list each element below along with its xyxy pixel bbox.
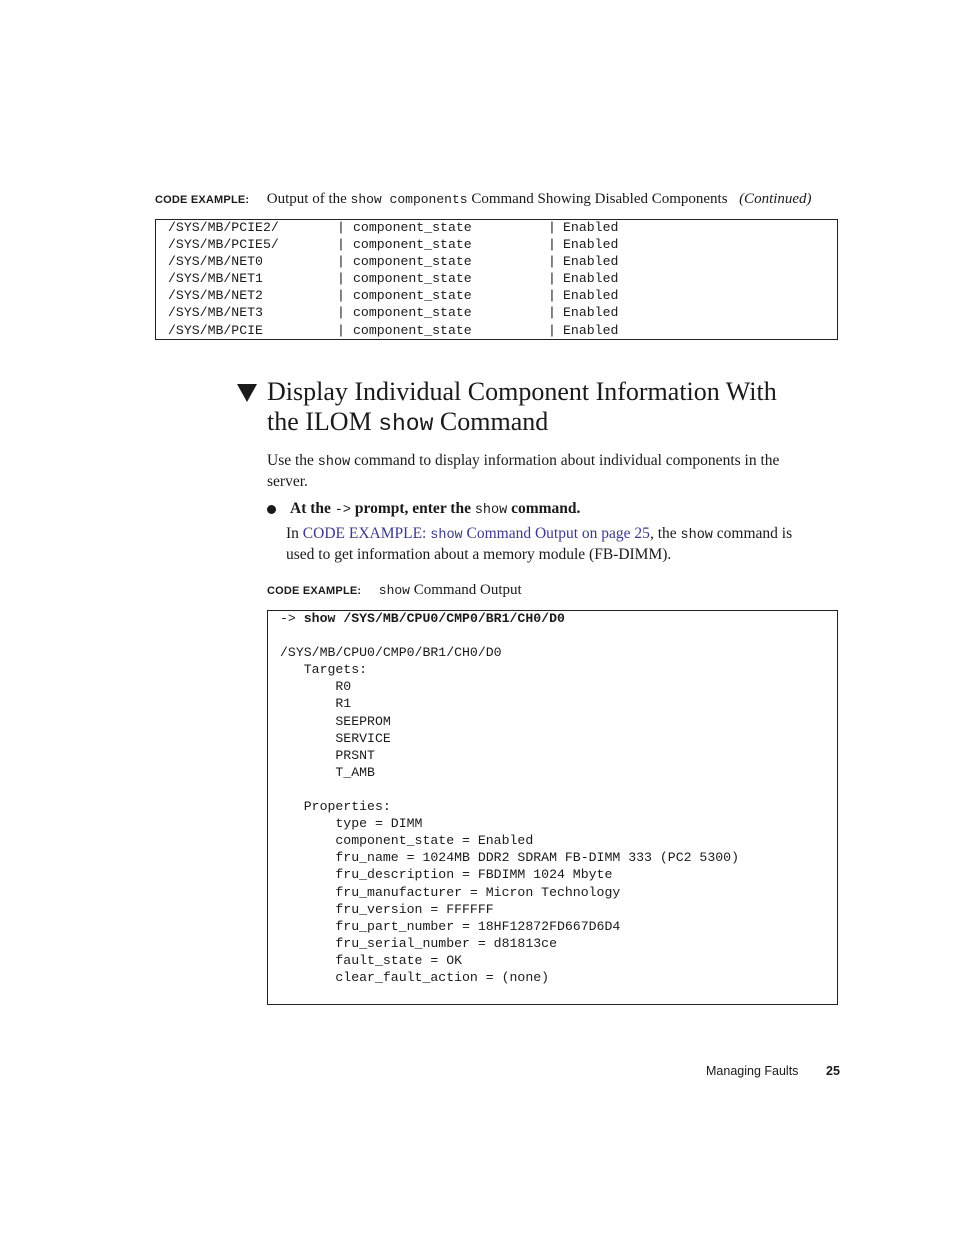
- row-separator: |: [548, 254, 556, 270]
- row-target: /SYS/MB/NET2: [168, 288, 263, 304]
- intro-text: server.: [267, 472, 308, 490]
- row-separator: |: [337, 305, 345, 321]
- caption-continued: (Continued): [739, 191, 812, 207]
- row-target: /SYS/MB/PCIE: [168, 322, 263, 338]
- ref-text: command is: [716, 525, 793, 542]
- code-example-caption: [155, 191, 812, 208]
- code-line: fault_state = OK: [280, 952, 463, 968]
- caption-code: show: [378, 583, 410, 598]
- page-number: 25: [826, 1064, 840, 1078]
- link-code: show: [430, 528, 463, 543]
- row-separator: |: [548, 220, 556, 235]
- row-value: Enabled: [563, 305, 619, 321]
- code-line: [280, 781, 739, 798]
- code-line: T_AMB: [280, 764, 375, 780]
- bullet-icon: [267, 505, 276, 514]
- code-line: fru_description = FBDIMM 1024 Mbyte: [280, 867, 613, 883]
- code-line: clear_fault_action = (none): [280, 969, 550, 985]
- step-text: At the: [290, 500, 331, 517]
- code-line: fru_serial_number = d81813ce: [280, 935, 557, 951]
- row-separator: |: [337, 254, 345, 270]
- row-separator: |: [548, 305, 556, 321]
- row-property: component_state: [353, 237, 472, 253]
- row-separator: |: [337, 237, 345, 253]
- caption-text: Command Showing Disabled Components: [471, 191, 728, 207]
- code-line: component_state = Enabled: [280, 833, 534, 849]
- link-text: Command Output on page 25: [466, 525, 650, 542]
- row-target: /SYS/MB/NET3: [168, 305, 263, 321]
- row-property: component_state: [353, 322, 472, 338]
- code-line: [280, 627, 739, 644]
- heading-code: show: [378, 411, 434, 437]
- caption-label: CODE EXAMPLE:: [155, 194, 250, 206]
- step-code: show: [474, 503, 508, 518]
- code-line: fru_part_number = 18HF12872FD667D6D4: [280, 918, 621, 934]
- table-row: [168, 270, 837, 287]
- code-line: PRSNT: [280, 747, 375, 763]
- caption-text: Output of the: [266, 191, 347, 207]
- command-output: [280, 627, 739, 986]
- ref-text: , the: [649, 525, 677, 542]
- row-value: Enabled: [563, 271, 619, 287]
- intro-text: command to display information about individual components in the: [354, 452, 780, 469]
- show-command-output-box: [267, 610, 838, 1005]
- command-text: show /SYS/MB/CPU0/CMP0/BR1/CH0/D0: [303, 611, 565, 626]
- row-value: Enabled: [563, 220, 619, 235]
- code-line: fru_manufacturer = Micron Technology: [280, 884, 621, 900]
- ref-code: show: [680, 528, 713, 543]
- footer-section-title: Managing Faults: [706, 1064, 799, 1078]
- code-line: SERVICE: [280, 730, 391, 746]
- caption-label: CODE EXAMPLE:: [267, 585, 362, 597]
- section-heading: [267, 377, 847, 439]
- row-separator: |: [337, 271, 345, 287]
- ref-text: used to get information about a memory module (FB-DIMM).: [286, 545, 672, 563]
- code-example-caption-2: [267, 582, 522, 599]
- step-code: ->: [334, 503, 351, 518]
- step-text: command.: [511, 500, 581, 517]
- intro-text: Use the: [267, 452, 314, 469]
- table-row: [168, 304, 837, 321]
- code-line: /SYS/MB/CPU0/CMP0/BR1/CH0/D0: [280, 645, 502, 661]
- row-target: /SYS/MB/PCIE5/: [168, 237, 279, 253]
- row-value: Enabled: [563, 288, 619, 304]
- row-value: Enabled: [563, 237, 619, 253]
- task-triangle-icon: [237, 384, 257, 402]
- code-line: R1: [280, 696, 352, 712]
- row-separator: |: [548, 322, 556, 338]
- row-target: /SYS/MB/PCIE2/: [168, 220, 279, 235]
- code-line: SEEPROM: [280, 713, 391, 729]
- code-line: fru_name = 1024MB DDR2 SDRAM FB-DIMM 333 (PC2 5300): [280, 850, 739, 866]
- row-separator: |: [548, 271, 556, 287]
- heading-line2: the ILOM: [267, 407, 372, 436]
- table-row: [168, 287, 837, 304]
- step-instruction: [290, 500, 580, 521]
- components-output-box: [155, 219, 838, 340]
- row-value: Enabled: [563, 254, 619, 270]
- ref-text: In: [286, 525, 299, 542]
- link-text: CODE EXAMPLE:: [302, 525, 427, 542]
- row-separator: |: [337, 220, 345, 235]
- caption-text: Command Output: [413, 582, 522, 598]
- row-property: component_state: [353, 254, 472, 270]
- row-separator: |: [337, 322, 345, 338]
- code-line: fru_version = FFFFFF: [280, 901, 494, 917]
- step-text: prompt, enter the: [354, 500, 471, 517]
- intro-code: show: [317, 455, 351, 470]
- caption-code: show components: [350, 192, 468, 207]
- table-row: [168, 322, 837, 339]
- code-line: Properties:: [280, 799, 391, 815]
- row-target: /SYS/MB/NET0: [168, 254, 263, 270]
- row-property: component_state: [353, 305, 472, 321]
- prompt: ->: [280, 611, 296, 626]
- row-property: component_state: [353, 271, 472, 287]
- code-line: Targets:: [280, 662, 368, 678]
- components-table: [168, 219, 837, 339]
- heading-line1: Display Individual Component Information With: [267, 377, 777, 406]
- table-row: [168, 219, 837, 236]
- row-separator: |: [548, 288, 556, 304]
- table-row: [168, 236, 837, 253]
- command-line: [280, 610, 739, 627]
- row-value: Enabled: [563, 322, 619, 338]
- row-property: component_state: [353, 288, 472, 304]
- heading-line2-end: Command: [439, 407, 549, 436]
- row-target: /SYS/MB/NET1: [168, 271, 263, 287]
- table-row: [168, 253, 837, 270]
- row-property: component_state: [353, 220, 472, 235]
- reference-paragraph: [286, 525, 842, 564]
- row-separator: |: [548, 237, 556, 253]
- code-line: R0: [280, 679, 352, 695]
- code-line: type = DIMM: [280, 816, 423, 832]
- intro-paragraph: [267, 452, 842, 491]
- row-separator: |: [337, 288, 345, 304]
- code-example-link[interactable]: [303, 525, 650, 542]
